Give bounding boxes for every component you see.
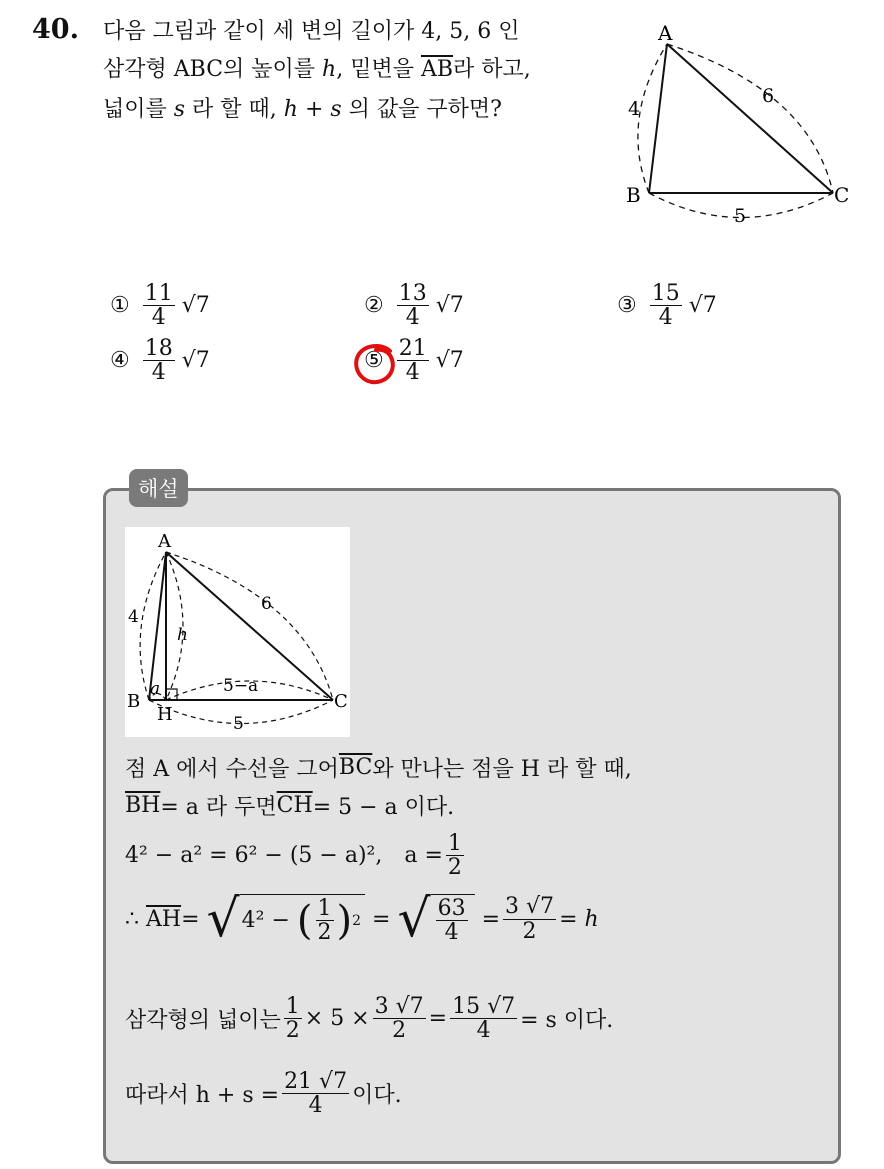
segment-hc-label: 5−a	[223, 676, 259, 696]
segment-a-label: a	[150, 679, 161, 699]
segment-ch: $\overline{CH}$	[276, 793, 313, 818]
sqrt-expression-1: √ 4² − ( $\frac{1}{2}$ ) 2	[207, 893, 366, 945]
height-label: h	[177, 625, 188, 645]
choice-1[interactable]: ① $\frac{11}{4}$ √7	[110, 281, 210, 331]
answer-circle-mark	[352, 341, 398, 387]
solution-triangle-figure	[125, 527, 350, 737]
side-bc-label: 5	[734, 205, 747, 227]
question-line-1: 다음 그림과 같이 세 변의 길이가 4, 5, 6 인	[103, 19, 520, 44]
triangle-figure	[620, 20, 860, 235]
question-number: 40.	[32, 14, 79, 45]
segment-bc: $\overline{BC}$	[338, 755, 373, 780]
solution-eq-3: 삼각형의 넓이는 $\frac{1}{2}$ × 5 × $\frac{3 √7}{2}$ = $\frac{15 √7}{4}$ = s 이다.	[125, 994, 614, 1044]
segment-ab: $\overline{AB}$	[420, 57, 454, 82]
question-line-3: 넓이를 s 라 할 때, h + s 의 값을 구하면?	[103, 97, 502, 122]
choice-2[interactable]: ② $\frac{13}{4}$ √7	[364, 281, 464, 331]
vertex-b-label: B	[626, 183, 641, 207]
choice-4[interactable]: ④ $\frac{18}{4}$ √7	[110, 336, 210, 386]
solution-line-2: $\overline{BH}$ = a 라 두면 $\overline{CH}$ = 5 − a 이다.	[125, 793, 455, 820]
choice-5[interactable]: ⑤ $\frac{21}{4}$ √7	[364, 336, 464, 386]
solution-tag: 해설	[129, 469, 188, 507]
segment-ah: $\overline{AH}$	[146, 906, 182, 932]
side-ab-label: 4	[128, 607, 139, 627]
segment-bh: $\overline{BH}$	[125, 793, 161, 818]
side-ab-label: 4	[628, 98, 641, 120]
vertex-c-label: C	[334, 691, 348, 712]
solution-eq-2: ∴ $\overline{AH}$ = √ 4² − ( $\frac{1}{2}$ ) 2 = √ $\frac{63}{4}$ = $\frac{3 √7}{2}$ = h	[125, 889, 599, 949]
question-line-2: 삼각형 ABC의 높이를 h, 밑변을 $\overline{AB}$라 하고,	[103, 57, 531, 82]
solution-line-1: 점 A 에서 수선을 그어 $\overline{BC}$ 와 만나는 점을 H 라 할 때,	[125, 755, 632, 782]
sqrt-expression-2: √ $\frac{63}{4}$	[397, 893, 474, 945]
choice-3[interactable]: ③ $\frac{15}{4}$ √7	[617, 281, 717, 331]
solution-eq-4: 따라서 h + s = $\frac{21 √7}{4}$ 이다.	[125, 1069, 402, 1119]
solution-eq-1: 4² − a² = 6² − (5 − a)², a = $\frac{1}{2}$	[125, 831, 462, 881]
vertex-a-label: A	[158, 531, 171, 552]
vertex-b-label: B	[127, 691, 141, 712]
vertex-c-label: C	[834, 183, 850, 207]
foot-h-label: H	[157, 704, 173, 725]
side-ac-label: 6	[261, 594, 272, 614]
side-ac-label: 6	[762, 85, 775, 107]
side-bc-label: 5	[233, 714, 244, 734]
vertex-a-label: A	[658, 21, 673, 45]
